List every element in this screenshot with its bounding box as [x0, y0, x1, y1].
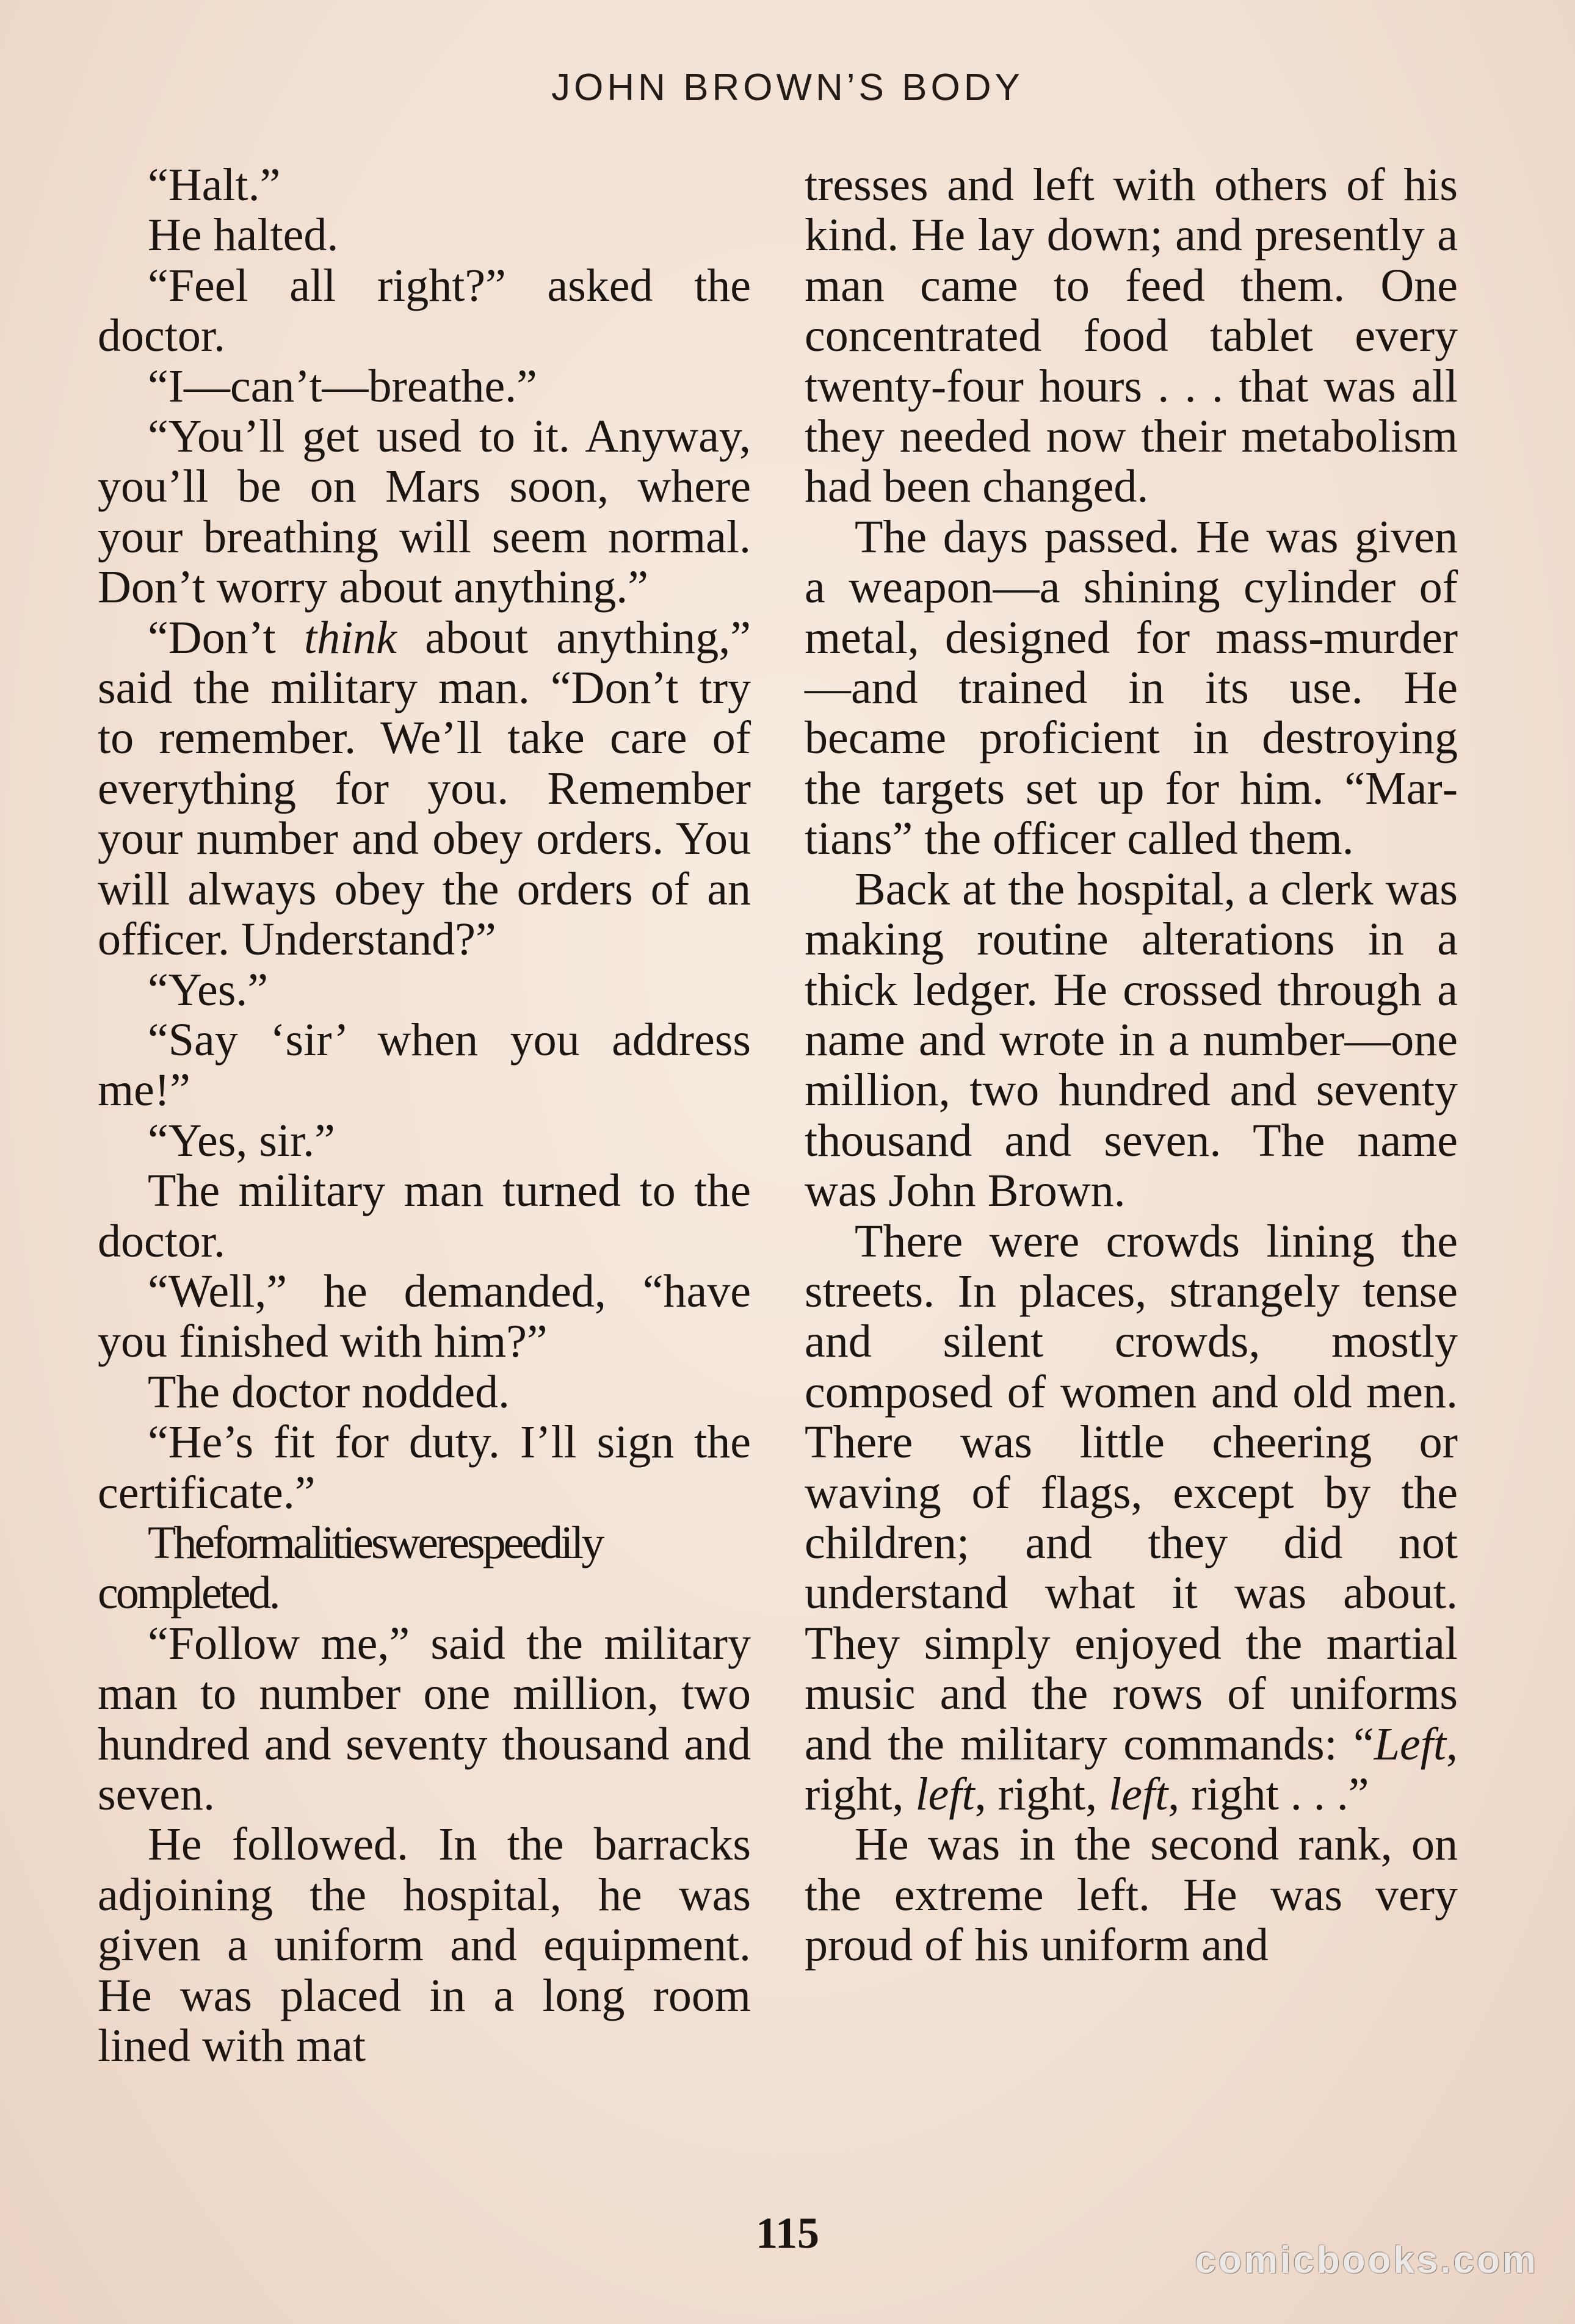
paragraph: Back at the hospital, a clerk was making routine alterations in a thick ledger. He crossed through a name and wrote in a number—one million, two hundred and seventy thousand and seven. The name was John Brown.	[805, 863, 1458, 1217]
paragraph: “Follow me,” said the military man to number one million, two hundred and seventy thousand and seven.	[98, 1617, 751, 1820]
text-run: , right,	[805, 1718, 1458, 1820]
paragraph: “He’s fit for duty. I’ll sign the certificate.”	[98, 1416, 751, 1518]
paragraph	[805, 1216, 1458, 1820]
paragraph: He followed. In the barracks adjoining the hospital, he was given a uniform and equipment. He was placed in a long room lined with mat	[98, 1819, 751, 2072]
paragraph: The military man turned to the doctor.	[98, 1165, 751, 1267]
paragraph: “You’ll get used to it. Anyway, you’ll be on Mars soon, where your breathing will seem normal. Don’t worry about anything.”	[98, 411, 751, 613]
paragraph	[98, 613, 751, 965]
italic-word: Left	[1374, 1718, 1446, 1770]
paragraph: tresses and left with others of his kind. He lay down; and presently a man came to feed them. One concentrated food tablet every twenty-four hours . . . that was all they needed now their metabolism had been changed.	[805, 159, 1458, 513]
watermark: comicbooks.com	[1195, 2239, 1538, 2281]
paragraph: He halted.	[148, 209, 339, 261]
italic-word: think	[303, 612, 397, 663]
paragraph: The days passed. He was given a weapon—a shining cylinder of metal, designed for mass-murder—and trained in its use. He became proficient in destroying the targets set up for him. “Martians” the officer called them.	[805, 511, 1458, 865]
paragraph: He was in the second rank, on the extreme left. He was very proud of his uniform and	[805, 1819, 1458, 1971]
italic-word: left	[1109, 1769, 1168, 1820]
paragraph: “Well,” he demanded, “have you finished with him?”	[98, 1265, 751, 1368]
right-column	[805, 160, 1458, 1971]
text-run: , right . . .”	[1168, 1769, 1369, 1820]
text-run: right,	[998, 1769, 1109, 1820]
paragraph: Theformalitieswerespeedily completed.	[98, 1517, 603, 1619]
paragraph: “Halt.”	[148, 159, 281, 211]
paragraph: “Yes, sir.”	[148, 1114, 335, 1166]
page-number: 115	[755, 2209, 820, 2257]
running-head: JOHN BROWN’S BODY	[551, 67, 1024, 109]
left-column	[98, 160, 751, 2071]
paragraph: “Feel all right?” asked the doctor.	[98, 259, 751, 362]
paragraph: “I—can’t—breathe.”	[148, 360, 537, 412]
paragraph: “Yes.”	[148, 964, 269, 1016]
paragraph: The doctor nodded.	[148, 1366, 510, 1418]
text-run: There were crowds lining the streets. In places, strangely tense and silent crowds, mostly composed of women and old men. There was little cheering or waving of flags, except by the children; and they did not understand what it was about. They simply enjoyed the martial music and the rows of uniforms and the military commands:	[805, 1215, 1458, 1770]
italic-word: left	[915, 1769, 975, 1820]
text-run: about anything,” said the military man. “Don’t try to remember. We’ll take care of everything for you. Remember your number and obey orders. You will always obey the orders of an officer. Understand?”	[98, 612, 751, 965]
paragraph: “Say ‘sir’ when you address me!”	[98, 1014, 751, 1116]
text-run: “Don’t	[148, 612, 304, 663]
text-run: ,	[974, 1769, 987, 1820]
text-run: “	[1353, 1718, 1374, 1770]
